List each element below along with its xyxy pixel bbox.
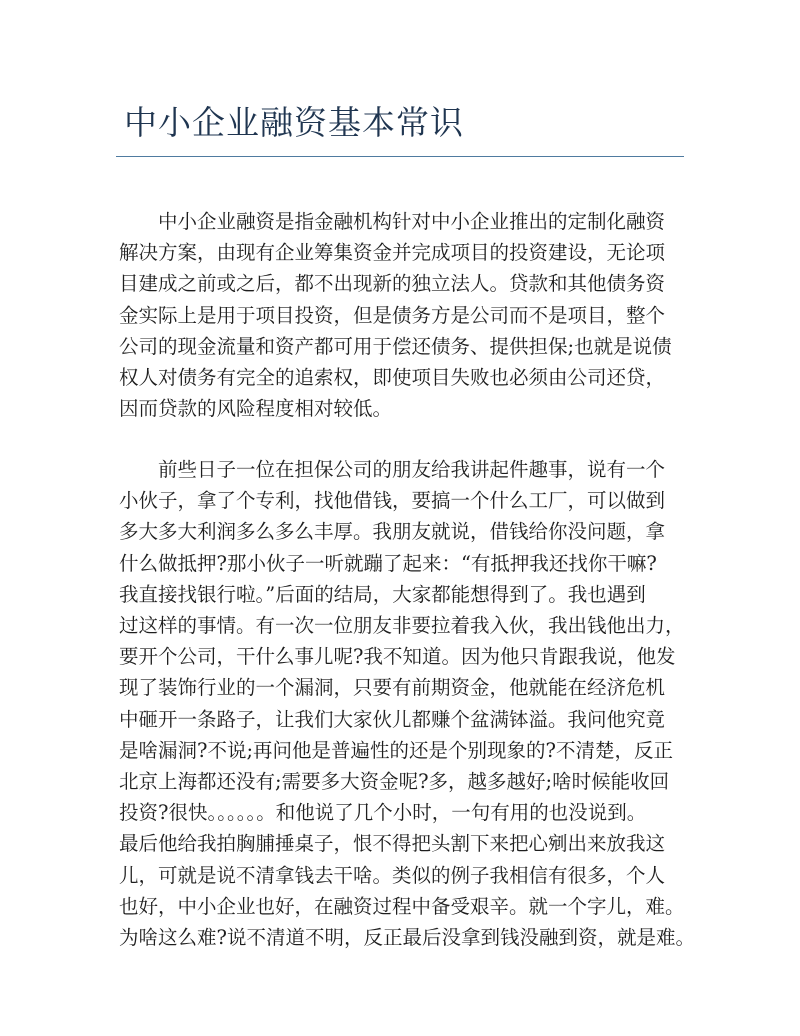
text-line: 最后他给我拍胸脯捶桌子，恨不得把头割下来把心剜出来放我这 (119, 832, 666, 856)
text-line: 解决方案，由现有企业筹集资金并完成项目的投资建设，无论项 (119, 241, 666, 265)
text-line: 金实际上是用于项目投资，但是债务方是公司而不是项目，整个 (119, 303, 666, 327)
text-line: 公司的现金流量和资产都可用于偿还债务、提供担保;也就是说债 (119, 334, 672, 358)
document-title: 中小企业融资基本常识 (124, 103, 464, 142)
text-line: 多大多大利润多么多么丰厚。我朋友就说，借钱给你没问题，拿 (119, 520, 666, 544)
text-line: 权人对债务有完全的追索权，即使项目失败也必须由公司还贷， (119, 366, 666, 390)
text-line: 现了装饰行业的一个漏洞，只要有前期资金，他就能在经济危机 (119, 676, 666, 700)
text-line: 过这样的事情。有一次一位朋友非要拉着我入伙，我出钱他出力， (119, 614, 685, 638)
text-line: 我直接找银行啦。”后面的结局，大家都能想得到了。我也遇到 (119, 582, 646, 606)
text-line: 什么做抵押?那小伙子一听就蹦了起来：“有抵押我还找你干嘛? (119, 551, 657, 575)
paragraph-anecdote (119, 454, 695, 953)
text-line: 为啥这么难?说不清道不明，反正最后没拿到钱没融到资，就是难。 (119, 926, 695, 950)
text-line: 因而贷款的风险程度相对较低。 (119, 397, 393, 421)
paragraph-financing-definition (119, 206, 679, 424)
text-line: 也好，中小企业也好，在融资过程中备受艰辛。就一个字儿，难。 (119, 894, 685, 918)
text-line: 是啥漏洞?不说;再问他是普遍性的还是个别现象的?不清楚，反正 (119, 738, 673, 762)
text-line: 目建成之前或之后，都不出现新的独立法人。贷款和其他债务资 (119, 272, 666, 296)
title-underline-divider (116, 156, 684, 157)
text-line: 中小企业融资是指金融机构针对中小企业推出的定制化融资 (119, 210, 666, 233)
text-line: 前些日子一位在担保公司的朋友给我讲起件趣事，说有一个 (119, 458, 666, 481)
text-line: 儿，可就是说不清拿钱去干啥。类似的例子我相信有很多，个人 (119, 863, 666, 887)
text-line: 投资?很快。。。。。。和他说了几个小时，一句有用的也没说到。 (119, 801, 647, 825)
text-line: 小伙子，拿了个专利，找他借钱，要搞一个什么工厂，可以做到 (119, 489, 666, 513)
text-line: 要开个公司，干什么事儿呢?我不知道。因为他只肯跟我说，他发 (119, 645, 676, 669)
text-line: 中砸开一条路子，让我们大家伙儿都赚个盆满钵溢。我问他究竟 (119, 707, 666, 731)
text-line: 北京上海都还没有;需要多大资金呢?多，越多越好;啥时候能收回 (119, 770, 670, 794)
